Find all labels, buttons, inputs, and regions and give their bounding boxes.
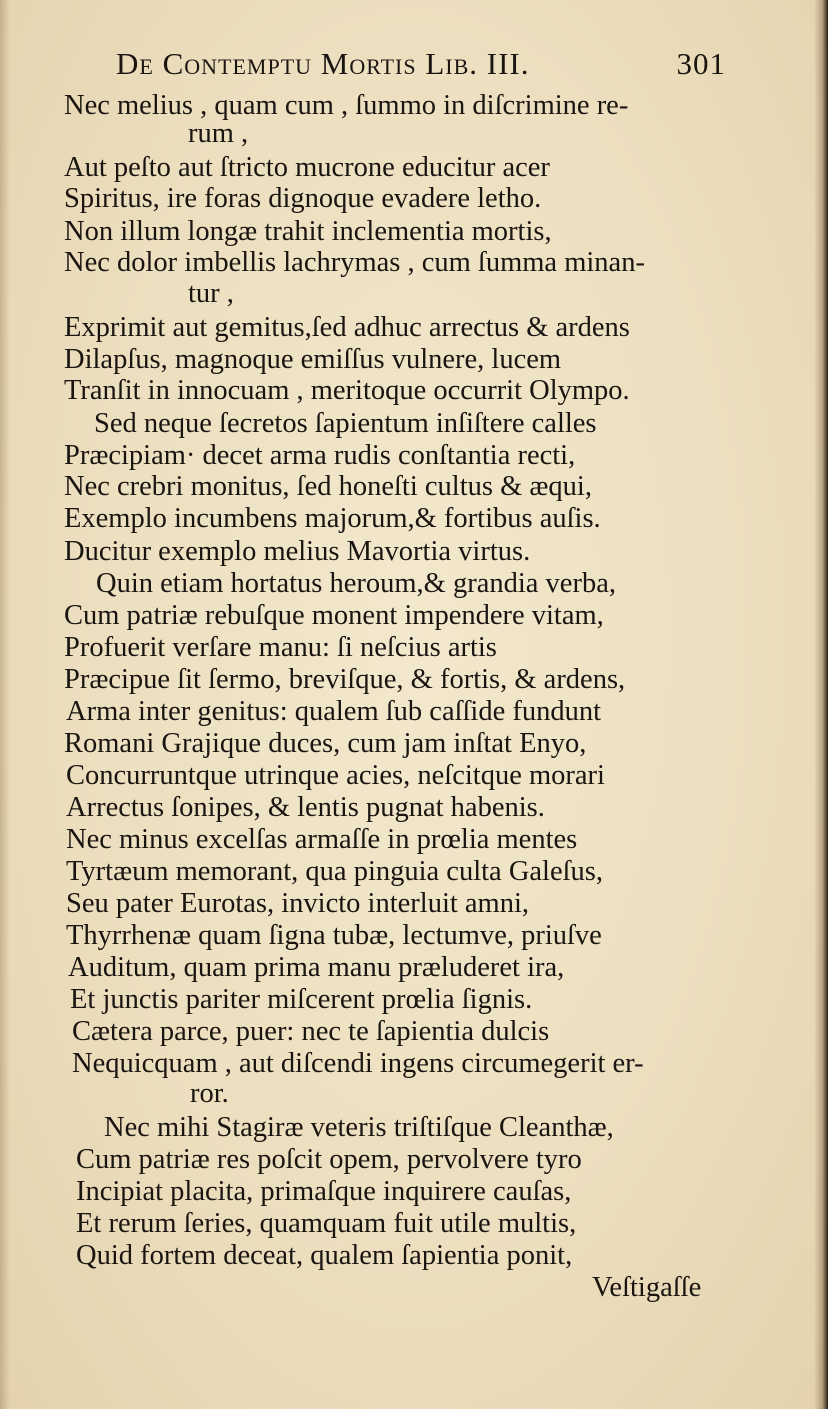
verse-line: Cum patriæ res poſcit opem, pervolvere tyro [76,1144,582,1175]
verse-line: Nec melius , quam cum , ſummo in diſcrimine re- [64,90,629,121]
verse-line: Cum patriæ rebuſque monent impendere vitam, [64,600,604,631]
page-number: 301 [676,46,726,81]
catchword: Veſtigaſſe [592,1272,702,1303]
verse-line: Non illum longæ trahit inclementia mortis, [64,216,552,247]
verse-line-indented: Nec mihi Stagiræ veteris triſtiſque Cleanthæ, [104,1112,614,1143]
verse-line: Seu pater Eurotas, invicto interluit amni, [66,888,530,919]
page-left-edge-shadow [0,0,10,1409]
verse-line-continuation: ror. [190,1078,229,1109]
verse-line: Tyrtæum memorant, qua pinguia culta Galeſus, [66,856,604,887]
verse-line: Exemplo incumbens majorum,& fortibus auſis. [64,503,601,534]
page-right-edge-shadow [814,0,828,1409]
verse-line: Et junctis pariter miſcerent prœlia ſignis. [70,984,533,1015]
verse-line: Ducitur exemplo melius Mavortia virtus. [64,536,531,567]
verse-line: Incipiat placita, primaſque inquirere cauſas, [76,1176,572,1207]
verse-line: Auditum, quam prima manu præluderet ira, [68,952,565,983]
verse-line: Aut peſto aut ſtricto mucrone educitur acer [64,152,550,183]
verse-line: Profuerit verſare manu: ſi neſcius artis [64,632,497,663]
page-header [116,46,726,90]
verse-line: Arma inter genitus: qualem ſub caſſide fundunt [66,696,602,727]
verse-line: Tranſit in innocuam , meritoque occurrit Olympo. [64,375,630,406]
verse-line: Præcipue ſit ſermo, breviſque, & fortis, & ardens, [64,664,626,695]
verse-line: Nec dolor imbellis lachrymas , cum ſumma minan- [64,247,645,278]
verse-line: Nequicquam , aut diſcendi ingens circumegerit er- [72,1048,644,1079]
verse-line: Thyrrhenæ quam ſigna tubæ, lectumve, priuſve [66,920,602,951]
verse-line-indented: Sed neque ſecretos ſapientum inſiſtere calles [94,408,597,439]
verse-line: Nec minus excelſas armaſſe in prœlia mentes [66,824,578,855]
verse-line: Spiritus, ire foras dignoque evadere letho. [64,183,542,214]
verse-line: Nec crebri monitus, ſed honeſti cultus & æqui, [64,471,592,502]
verse-line: Romani Grajique duces, cum jam inſtat Enyo, [64,728,587,759]
verse-line-indented: Quin etiam hortatus heroum,& grandia verba, [96,568,616,599]
verse-line: Cætera parce, puer: nec te ſapientia dulcis [72,1016,550,1047]
verse-line: Arrectus ſonipes, & lentis pugnat habenis. [66,792,545,823]
verse-line: Et rerum ſeries, quamquam fuit utile multis, [76,1208,577,1239]
verse-line: Concurruntque utrinque acies, neſcitque morari [66,760,605,791]
verse-line: Quid fortem deceat, qualem ſapientia ponit, [76,1240,573,1271]
running-title: De Contemptu Mortis Lib. III. [116,46,530,81]
verse-line: Præcipiam· decet arma rudis conſtantia recti, [64,440,576,471]
verse-line: Dilapſus, magnoque emiſſus vulnere, lucem [64,344,562,375]
verse-line-continuation: rum , [188,118,249,149]
verse-line-continuation: tur , [188,278,234,309]
verse-line: Exprimit aut gemitus,ſed adhuc arrectus & ardens [64,312,630,343]
